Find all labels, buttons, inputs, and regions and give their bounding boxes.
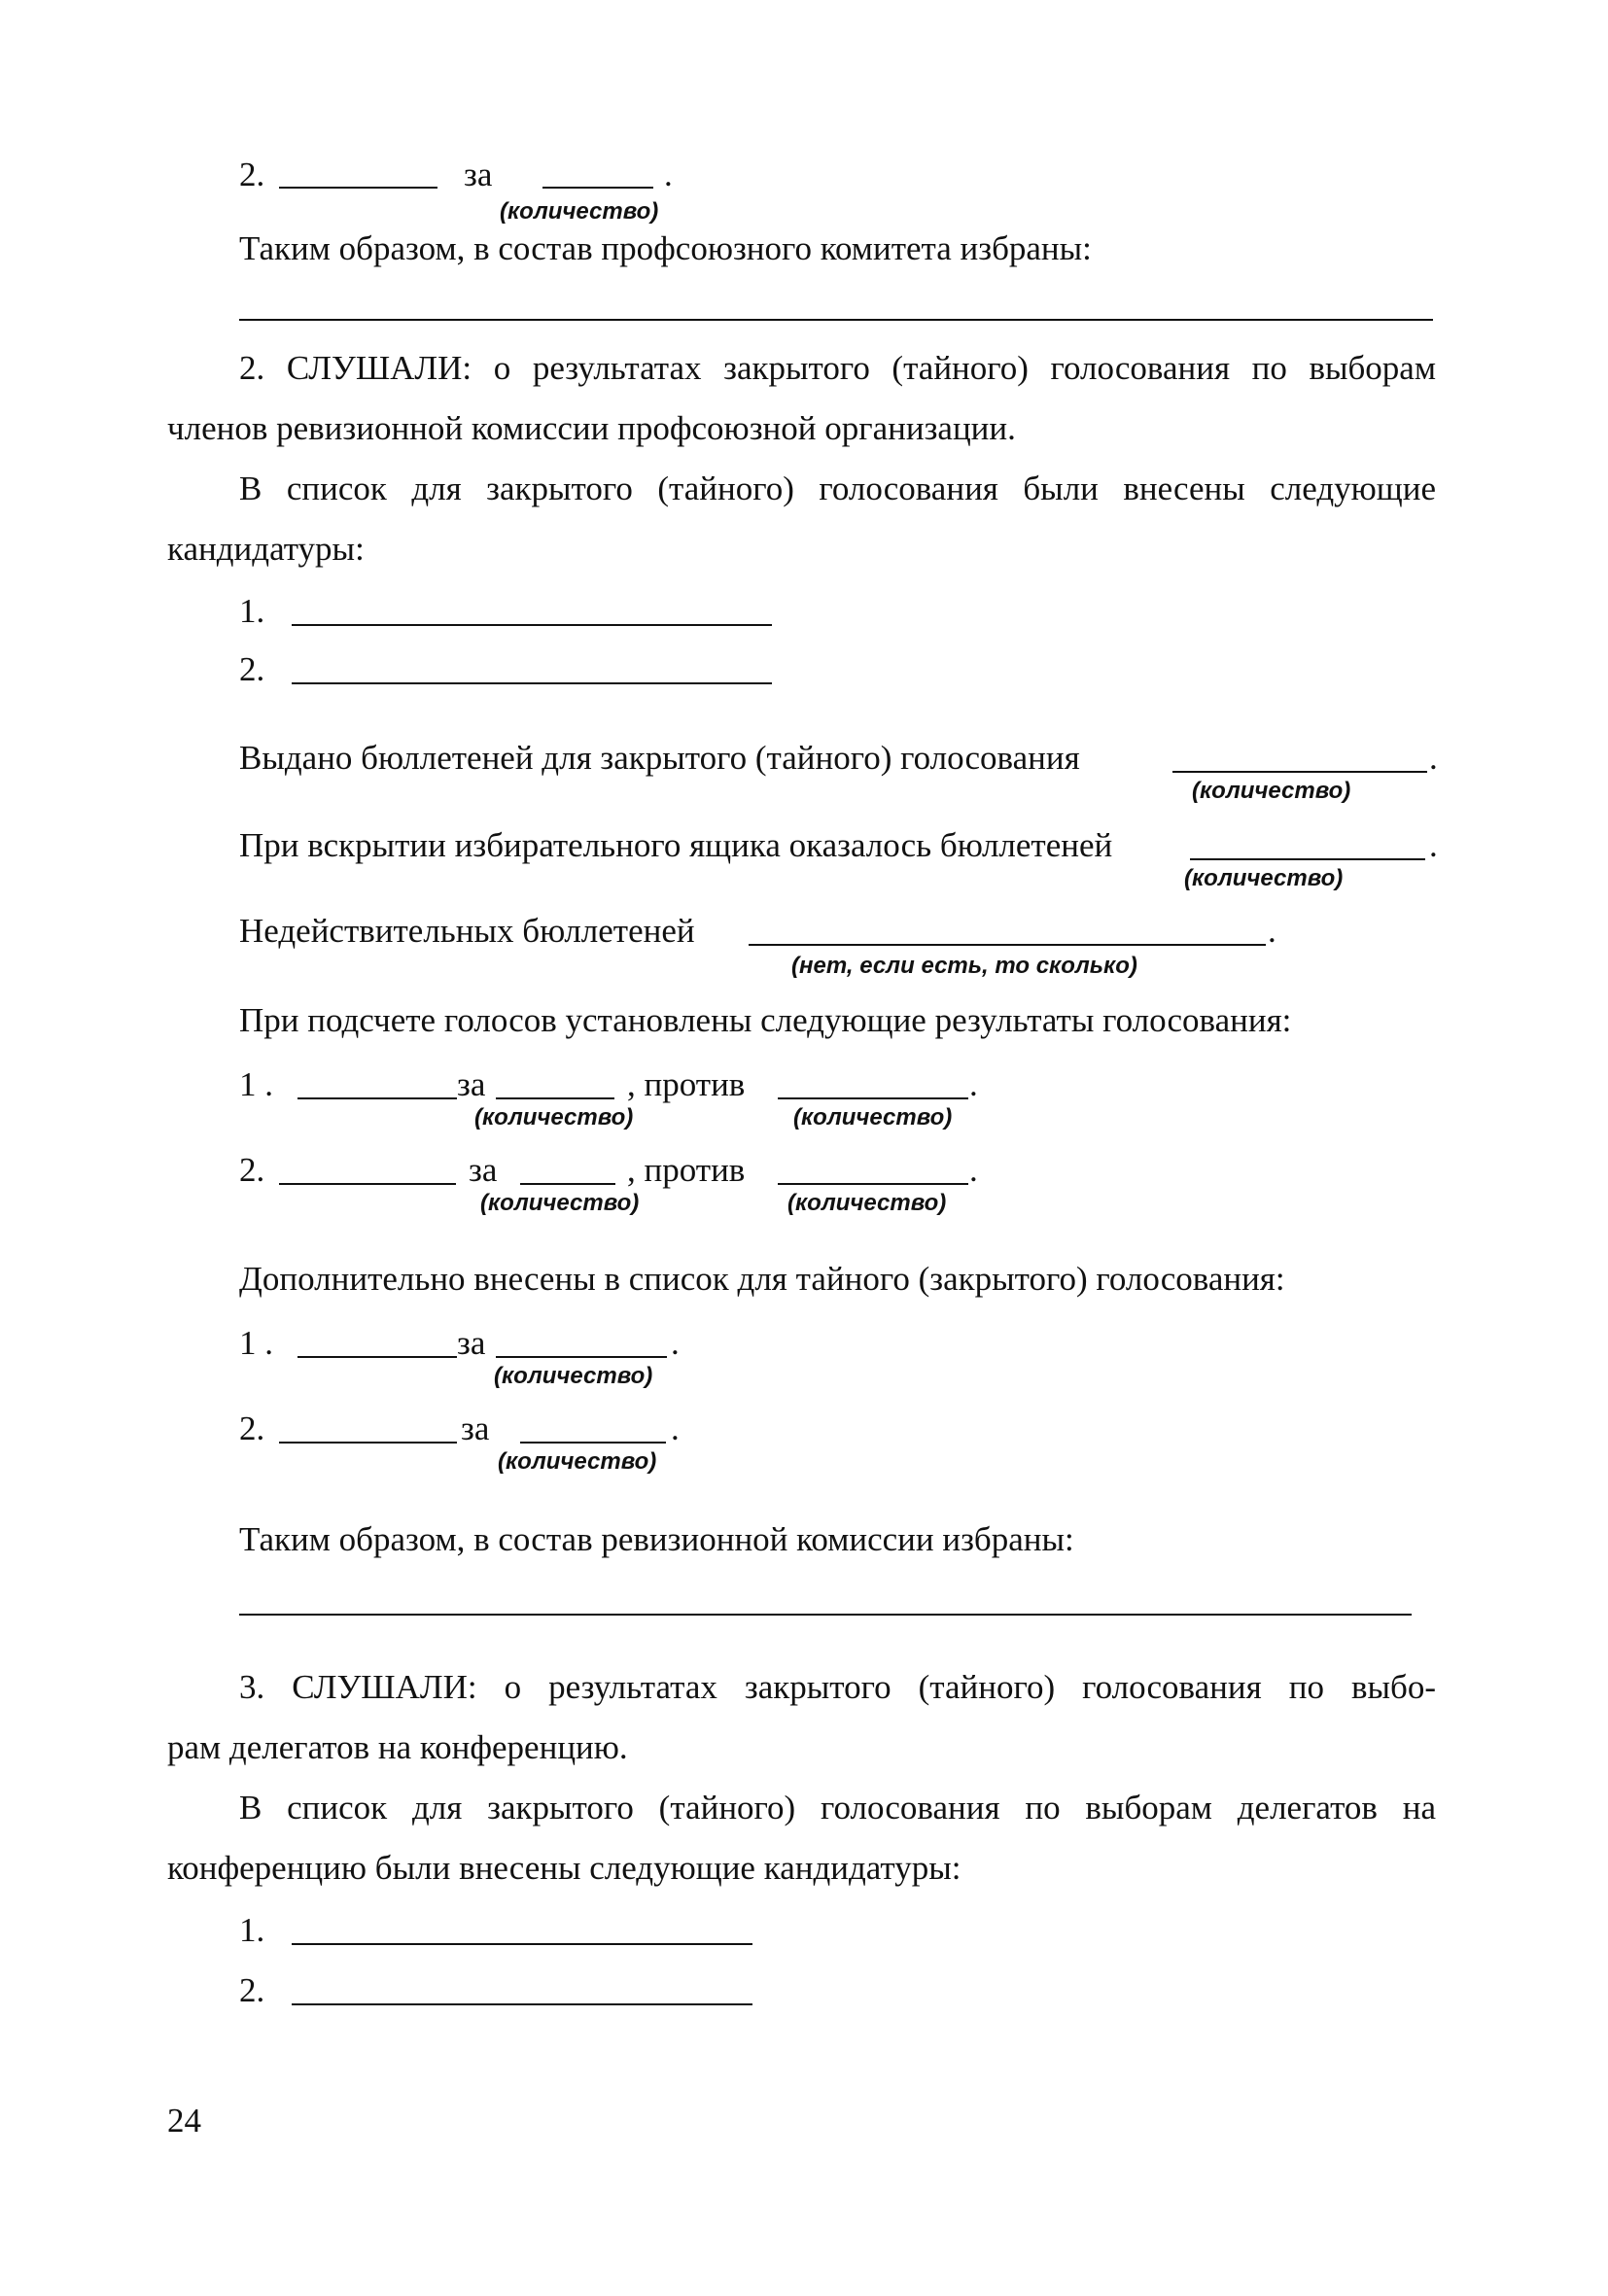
section3-list-intro-line2: конференцию были внесены следующие кандидатуры: xyxy=(167,1849,961,1887)
top-item2-number: 2. xyxy=(239,156,265,193)
additional-1-dot: . xyxy=(671,1324,680,1362)
section3-candidate-1-number: 1. xyxy=(239,1911,265,1949)
additional-1-count-hint: (количество) xyxy=(494,1363,653,1389)
section2-conclusion-blank xyxy=(239,1614,1412,1616)
additional-2-dot: . xyxy=(671,1409,680,1447)
ballots-found-dot: . xyxy=(1429,826,1438,864)
result-2-against-label: , против xyxy=(627,1151,746,1189)
page-number: 24 xyxy=(167,2102,201,2139)
section3-list-intro-line1: В список для закрытого (тайного) голосования по выборам делегатов на xyxy=(239,1789,1436,1826)
result-1-number: 1 . xyxy=(239,1065,273,1103)
section2-list-intro-line2: кандидатуры: xyxy=(167,530,365,568)
section2-candidate-2-number: 2. xyxy=(239,650,265,688)
section2-candidate-1-number: 1. xyxy=(239,592,265,630)
section3-candidate-2-blank xyxy=(292,2003,752,2005)
additional-2-number: 2. xyxy=(239,1409,265,1447)
results-intro: При подсчете голосов установлены следующие результаты голосования: xyxy=(239,1001,1292,1039)
result-1-dot: . xyxy=(969,1065,978,1103)
additional-2-za: за xyxy=(461,1409,490,1447)
section3-heading-line1: 3. СЛУШАЛИ: о результатах закрытого (тайного) голосования по выбо- xyxy=(239,1668,1436,1706)
result-2-against-hint: (количество) xyxy=(787,1190,947,1216)
section2-candidate-2-blank xyxy=(292,682,772,684)
ballots-issued-blank xyxy=(1172,771,1427,773)
invalid-ballots-label: Недействительных бюллетеней xyxy=(239,912,695,950)
result-2-against-blank xyxy=(778,1183,968,1185)
top-item2-count-hint: (количество) xyxy=(500,198,659,225)
invalid-ballots-dot: . xyxy=(1268,912,1276,950)
result-2-for-blank xyxy=(520,1183,615,1185)
section2-heading-line2: членов ревизионной комиссии профсоюзной организации. xyxy=(167,409,1016,447)
section2-conclusion: Таким образом, в состав ревизионной комиссии избраны: xyxy=(239,1520,1074,1558)
result-1-against-label: , против xyxy=(627,1065,746,1103)
invalid-ballots-blank xyxy=(749,944,1266,946)
ballots-found-blank xyxy=(1190,858,1425,860)
top-item2-count-blank xyxy=(542,187,653,189)
top-conclusion-blank xyxy=(239,319,1433,321)
section3-candidate-2-number: 2. xyxy=(239,1971,265,2009)
result-1-name-blank xyxy=(297,1097,457,1099)
section3-heading-line2: рам делегатов на конференцию. xyxy=(167,1728,628,1766)
additional-2-name-blank xyxy=(279,1442,457,1444)
ballots-found-label: При вскрытии избирательного ящика оказалось бюллетеней xyxy=(239,826,1113,864)
result-2-for-hint: (количество) xyxy=(480,1190,640,1216)
top-item2-name-blank xyxy=(279,187,437,189)
ballots-issued-label: Выдано бюллетеней для закрытого (тайного) голосования xyxy=(239,739,1080,777)
additional-1-count-blank xyxy=(496,1356,667,1358)
section2-candidate-1-blank xyxy=(292,624,772,626)
ballots-issued-dot: . xyxy=(1429,739,1438,777)
invalid-ballots-hint: (нет, если есть, то сколько) xyxy=(791,953,1137,979)
additional-1-name-blank xyxy=(297,1356,457,1358)
result-1-against-blank xyxy=(778,1097,968,1099)
result-2-number: 2. xyxy=(239,1151,265,1189)
result-1-za: за xyxy=(457,1065,486,1103)
additional-1-number: 1 . xyxy=(239,1324,273,1362)
result-2-name-blank xyxy=(279,1183,456,1185)
section2-list-intro-line1: В список для закрытого (тайного) голосования были внесены следующие xyxy=(239,470,1436,507)
result-1-for-hint: (количество) xyxy=(474,1104,634,1131)
ballots-found-hint: (количество) xyxy=(1184,865,1344,891)
result-1-against-hint: (количество) xyxy=(793,1104,953,1131)
top-item2-za: за xyxy=(464,156,493,193)
top-item2-dot: . xyxy=(664,156,673,193)
result-1-for-blank xyxy=(496,1097,614,1099)
section2-heading-line1: 2. СЛУШАЛИ: о результатах закрытого (тайного) голосования по выборам xyxy=(239,349,1436,387)
top-conclusion: Таким образом, в состав профсоюзного комитета избраны: xyxy=(239,229,1092,267)
ballots-issued-hint: (количество) xyxy=(1192,778,1351,804)
additional-1-za: за xyxy=(457,1324,486,1362)
result-2-za: за xyxy=(469,1151,498,1189)
additional-intro: Дополнительно внесены в список для тайного (закрытого) голосования: xyxy=(239,1260,1285,1298)
additional-2-count-hint: (количество) xyxy=(498,1448,657,1475)
section3-candidate-1-blank xyxy=(292,1943,752,1945)
additional-2-count-blank xyxy=(520,1442,666,1444)
result-2-dot: . xyxy=(969,1151,978,1189)
